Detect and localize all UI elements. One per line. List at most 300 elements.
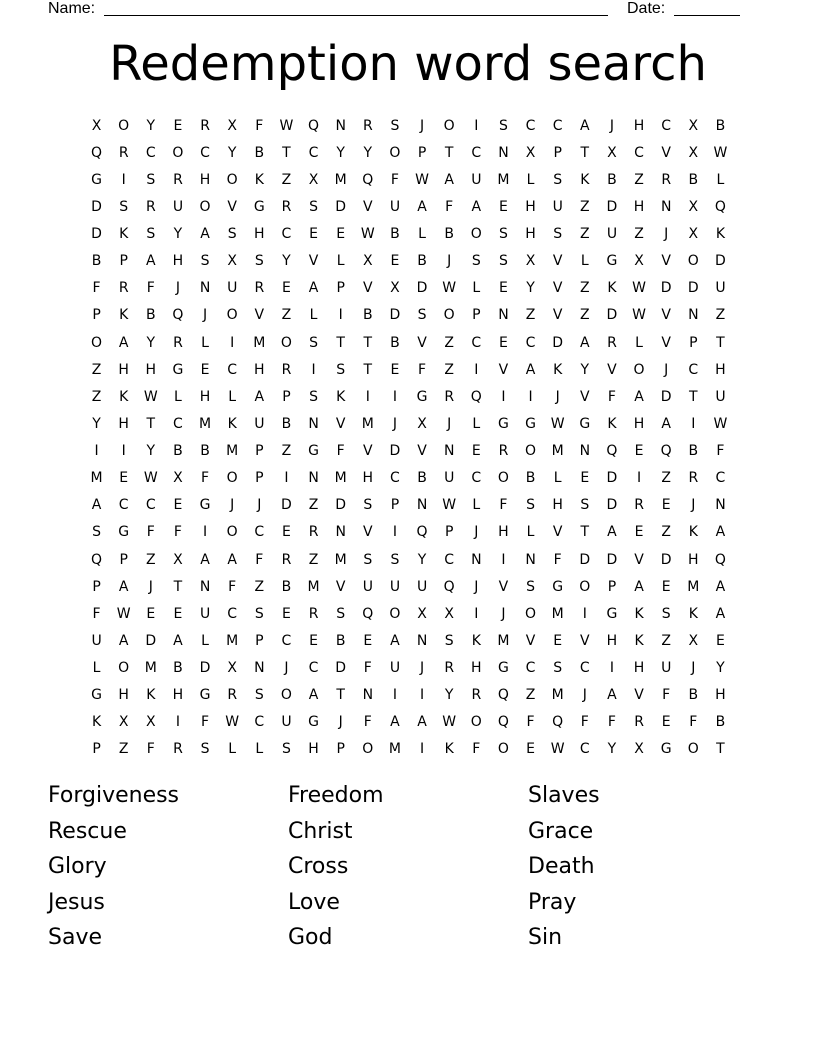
- grid-letter: S: [254, 687, 264, 704]
- grid-letter: J: [664, 226, 669, 243]
- grid-letter: I: [474, 605, 479, 622]
- grid-letter: A: [118, 334, 129, 351]
- grid-letter: B: [173, 443, 183, 460]
- grid-letter: I: [230, 334, 235, 351]
- grid-letter: H: [633, 117, 645, 134]
- grid-letter: F: [580, 714, 589, 731]
- grid-letter: A: [580, 334, 590, 351]
- grid-letter: C: [579, 741, 590, 758]
- grid-letter: X: [525, 144, 536, 161]
- grid-letter: X: [444, 605, 454, 622]
- grid-letter: K: [607, 280, 617, 297]
- grid-letter: T: [716, 334, 725, 351]
- grid-letter: U: [199, 605, 211, 622]
- grid-letter: L: [228, 741, 237, 758]
- grid-letter: S: [336, 361, 346, 378]
- grid-letter: M: [334, 171, 347, 188]
- grid-letter: C: [715, 470, 726, 487]
- grid-letter: D: [91, 226, 102, 243]
- grid-letter: G: [660, 741, 672, 758]
- grid-letter: B: [335, 632, 346, 649]
- grid-letter: P: [119, 253, 128, 270]
- grid-letter: F: [445, 198, 454, 215]
- grid-letter: G: [308, 714, 319, 731]
- grid-letter: R: [444, 388, 455, 405]
- grid-letter: V: [552, 253, 563, 270]
- grid-letter: O: [118, 660, 130, 677]
- grid-letter: C: [688, 361, 699, 378]
- grid-letter: D: [660, 388, 672, 405]
- grid-letter: E: [282, 524, 291, 541]
- grid-letter: K: [634, 605, 644, 622]
- grid-letter: K: [336, 388, 346, 405]
- grid-letter: S: [471, 253, 481, 270]
- grid-letter: E: [390, 253, 400, 270]
- grid-letter: I: [691, 415, 696, 432]
- grid-letter: H: [362, 470, 374, 487]
- grid-letter: L: [336, 253, 345, 270]
- grid-letter: R: [173, 334, 183, 351]
- grid-letter: R: [661, 171, 672, 188]
- grid-letter: L: [228, 388, 237, 405]
- grid-letter: B: [91, 253, 102, 270]
- grid-letter: P: [336, 741, 345, 758]
- word-list-item: Rescue: [48, 818, 127, 844]
- grid-letter: Z: [254, 578, 265, 595]
- grid-letter: R: [281, 551, 292, 568]
- grid-letter: M: [226, 632, 239, 649]
- grid-letter: S: [444, 632, 454, 649]
- grid-letter: I: [311, 361, 316, 378]
- grid-letter: G: [91, 171, 102, 188]
- word-list-item: Pray: [528, 889, 577, 915]
- grid-letter: V: [417, 334, 427, 351]
- grid-letter: E: [661, 497, 671, 514]
- grid-letter: C: [173, 415, 183, 432]
- grid-letter: H: [254, 361, 265, 378]
- grid-letter: P: [282, 388, 291, 405]
- grid-letter: P: [607, 578, 617, 595]
- grid-letter: S: [200, 253, 210, 270]
- grid-letter: F: [173, 524, 182, 541]
- grid-letter: S: [498, 253, 508, 270]
- word-list-item: God: [288, 925, 333, 951]
- grid-letter: Q: [660, 443, 672, 460]
- grid-letter: A: [471, 198, 482, 215]
- grid-letter: V: [661, 253, 671, 270]
- grid-letter: V: [607, 361, 617, 378]
- grid-letter: R: [118, 280, 129, 297]
- grid-letter: V: [363, 280, 373, 297]
- grid-letter: J: [284, 660, 289, 677]
- grid-letter: G: [199, 497, 211, 514]
- grid-letter: L: [553, 470, 562, 487]
- grid-letter: X: [227, 660, 237, 677]
- grid-letter: U: [254, 415, 265, 432]
- grid-letter: W: [415, 171, 429, 188]
- grid-letter: F: [607, 388, 616, 405]
- grid-letter: R: [444, 660, 455, 677]
- grid-letter: G: [199, 687, 211, 704]
- grid-letter: N: [308, 470, 319, 487]
- grid-letter: G: [606, 253, 618, 270]
- word-list-item: Death: [528, 854, 595, 880]
- word-list-item: Cross: [288, 854, 349, 880]
- grid-letter: B: [390, 226, 400, 243]
- grid-letter: T: [689, 388, 698, 405]
- grid-letter: Z: [661, 470, 671, 487]
- grid-letter: R: [607, 334, 617, 351]
- grid-letter: C: [525, 334, 536, 351]
- word-list-item: Save: [48, 925, 103, 951]
- grid-letter: Y: [363, 144, 373, 161]
- grid-letter: X: [118, 714, 129, 731]
- grid-letter: L: [635, 334, 643, 351]
- grid-letter: V: [498, 578, 509, 595]
- grid-letter: N: [416, 497, 428, 514]
- grid-letter: Y: [173, 226, 183, 243]
- grid-letter: O: [172, 144, 184, 161]
- grid-letter: P: [255, 632, 264, 649]
- grid-letter: C: [579, 660, 590, 677]
- grid-letter: W: [279, 117, 294, 134]
- grid-letter: Z: [580, 307, 590, 324]
- grid-letter: O: [226, 470, 238, 487]
- grid-letter: F: [689, 714, 698, 731]
- grid-letter: Z: [715, 307, 726, 324]
- grid-letter: Y: [444, 687, 454, 704]
- grid-letter: O: [226, 524, 238, 541]
- grid-letter: A: [200, 551, 210, 568]
- grid-letter: A: [525, 361, 536, 378]
- grid-letter: A: [200, 226, 210, 243]
- grid-letter: V: [363, 443, 373, 460]
- grid-letter: I: [121, 171, 126, 188]
- grid-letter: Q: [497, 687, 509, 704]
- grid-letter: B: [715, 714, 726, 731]
- grid-letter: O: [362, 741, 374, 758]
- grid-letter: R: [173, 171, 183, 188]
- grid-letter: P: [336, 280, 345, 297]
- grid-letter: U: [91, 632, 102, 649]
- grid-letter: H: [118, 361, 129, 378]
- grid-letter: O: [443, 307, 455, 324]
- grid-letter: H: [172, 687, 184, 704]
- grid-letter: Q: [552, 714, 564, 731]
- grid-letter: X: [363, 253, 373, 270]
- grid-letter: V: [254, 307, 265, 324]
- grid-letter: P: [444, 524, 454, 541]
- grid-letter: R: [281, 198, 292, 215]
- grid-letter: W: [360, 226, 375, 243]
- grid-letter: E: [282, 605, 291, 622]
- grid-letter: D: [91, 198, 102, 215]
- grid-letter: I: [392, 687, 397, 704]
- grid-letter: A: [91, 497, 102, 514]
- grid-letter: L: [526, 171, 535, 188]
- grid-letter: U: [389, 578, 401, 595]
- grid-letter: G: [416, 388, 428, 405]
- grid-letter: M: [226, 443, 239, 460]
- grid-letter: B: [254, 144, 265, 161]
- grid-letter: N: [416, 632, 428, 649]
- grid-letter: J: [175, 280, 180, 297]
- grid-letter: W: [442, 714, 457, 731]
- grid-letter: L: [201, 334, 209, 351]
- grid-letter: K: [580, 171, 590, 188]
- grid-letter: H: [633, 198, 645, 215]
- grid-letter: L: [526, 524, 535, 541]
- grid-letter: V: [661, 334, 671, 351]
- grid-letter: X: [308, 171, 319, 188]
- grid-letter: S: [309, 334, 318, 351]
- grid-letter: K: [688, 605, 698, 622]
- grid-letter: M: [361, 415, 374, 432]
- grid-letter: I: [121, 443, 126, 460]
- grid-letter: D: [389, 307, 401, 324]
- word-list-item: Forgiveness: [48, 783, 180, 808]
- grid-letter: K: [119, 226, 129, 243]
- grid-letter: B: [281, 415, 292, 432]
- grid-letter: U: [389, 660, 401, 677]
- grid-letter: U: [362, 578, 373, 595]
- grid-letter: I: [284, 470, 289, 487]
- grid-letter: X: [688, 226, 699, 243]
- grid-letter: O: [280, 687, 292, 704]
- grid-letter: F: [363, 714, 372, 731]
- grid-letter: E: [716, 632, 725, 649]
- grid-letter: S: [553, 226, 563, 243]
- grid-letter: I: [474, 361, 479, 378]
- grid-letter: W: [713, 144, 728, 161]
- grid-letter: H: [633, 660, 645, 677]
- grid-letter: J: [555, 388, 560, 405]
- grid-letter: C: [281, 226, 292, 243]
- grid-letter: M: [551, 687, 564, 704]
- grid-letter: G: [552, 578, 564, 595]
- grid-letter: Z: [525, 307, 536, 324]
- grid-letter: G: [172, 361, 184, 378]
- grid-letter: X: [173, 470, 183, 487]
- grid-letter: J: [664, 361, 669, 378]
- grid-letter: F: [146, 741, 155, 758]
- grid-letter: K: [688, 524, 698, 541]
- grid-letter: A: [715, 605, 726, 622]
- grid-letter: L: [716, 171, 725, 188]
- grid-letter: E: [363, 632, 373, 649]
- grid-letter: K: [119, 307, 129, 324]
- grid-letter: J: [419, 660, 425, 677]
- grid-letter: Z: [525, 687, 536, 704]
- grid-letter: O: [226, 171, 238, 188]
- grid-letter: N: [715, 497, 726, 514]
- grid-letter: C: [525, 660, 536, 677]
- grid-letter: E: [173, 605, 183, 622]
- grid-letter: N: [199, 280, 211, 297]
- grid-letter: Q: [443, 578, 455, 595]
- grid-letter: S: [390, 551, 400, 568]
- grid-letter: A: [390, 632, 400, 649]
- grid-letter: V: [552, 280, 563, 297]
- grid-letter: D: [335, 660, 347, 677]
- grid-letter: P: [119, 551, 128, 568]
- grid-letter: R: [281, 361, 292, 378]
- grid-letter: D: [660, 551, 672, 568]
- grid-letter: W: [442, 280, 457, 297]
- word-list-item: Sin: [528, 925, 563, 951]
- grid-letter: R: [688, 470, 699, 487]
- grid-letter: D: [715, 253, 726, 270]
- grid-letter: V: [634, 551, 644, 568]
- grid-letter: A: [173, 632, 183, 649]
- grid-letter: F: [228, 578, 237, 595]
- grid-letter: J: [474, 578, 479, 595]
- grid-letter: B: [715, 117, 726, 134]
- grid-letter: A: [634, 388, 644, 405]
- grid-letter: N: [254, 660, 265, 677]
- grid-letter: C: [281, 632, 292, 649]
- grid-letter: E: [499, 280, 508, 297]
- grid-letter: G: [525, 415, 536, 432]
- grid-letter: K: [119, 388, 129, 405]
- grid-letter: K: [91, 714, 102, 731]
- grid-letter: Q: [714, 551, 726, 568]
- grid-letter: G: [579, 415, 591, 432]
- grid-letter: Z: [281, 307, 292, 324]
- grid-letter: W: [225, 714, 240, 731]
- grid-letter: R: [254, 280, 265, 297]
- grid-letter: P: [390, 497, 400, 514]
- grid-letter: V: [363, 198, 373, 215]
- grid-letter: A: [715, 578, 726, 595]
- word-list-item: Freedom: [288, 783, 384, 808]
- word-list-item: Love: [288, 889, 340, 915]
- grid-letter: L: [472, 280, 481, 297]
- grid-letter: M: [551, 443, 564, 460]
- grid-letter: E: [173, 117, 183, 134]
- grid-letter: V: [552, 524, 563, 541]
- grid-letter: U: [227, 280, 238, 297]
- grid-letter: B: [417, 470, 427, 487]
- grid-letter: A: [227, 551, 237, 568]
- grid-letter: M: [199, 415, 212, 432]
- grid-letter: R: [308, 524, 319, 541]
- grid-letter: Z: [580, 226, 590, 243]
- grid-letter: D: [335, 198, 347, 215]
- grid-letter: T: [363, 361, 373, 378]
- grid-letter: H: [606, 632, 618, 649]
- grid-letter: B: [444, 226, 454, 243]
- grid-letter: Q: [497, 714, 509, 731]
- grid-letter: Q: [91, 144, 103, 161]
- grid-letter: U: [389, 198, 401, 215]
- grid-letter: U: [471, 171, 482, 188]
- grid-letter: V: [308, 253, 319, 270]
- grid-letter: J: [148, 578, 153, 595]
- grid-letter: H: [715, 361, 726, 378]
- grid-letter: C: [661, 117, 672, 134]
- grid-letter: X: [227, 253, 237, 270]
- grid-letter: Z: [91, 388, 102, 405]
- grid-letter: O: [199, 198, 211, 215]
- grid-letter: Y: [607, 741, 617, 758]
- grid-letter: F: [363, 660, 372, 677]
- grid-letter: I: [202, 524, 208, 541]
- grid-letter: B: [607, 171, 617, 188]
- grid-letter: S: [553, 171, 563, 188]
- grid-letter: S: [661, 605, 671, 622]
- grid-letter: C: [471, 144, 482, 161]
- grid-letter: S: [363, 497, 373, 514]
- grid-letter: D: [416, 280, 428, 297]
- grid-letter: P: [92, 307, 101, 324]
- grid-letter: D: [660, 280, 672, 297]
- grid-letter: O: [389, 605, 401, 622]
- grid-letter: C: [227, 361, 238, 378]
- grid-letter: E: [526, 741, 535, 758]
- grid-letter: Y: [526, 280, 535, 297]
- grid-letter: P: [255, 470, 264, 487]
- grid-letter: D: [606, 551, 618, 568]
- grid-letter: Z: [118, 741, 129, 758]
- grid-letter: R: [498, 443, 509, 460]
- grid-letter: C: [308, 144, 319, 161]
- grid-letter: B: [525, 470, 536, 487]
- worksheet-header: [48, 0, 748, 20]
- word-list-item: Jesus: [48, 889, 105, 915]
- grid-letter: G: [498, 660, 509, 677]
- grid-letter: D: [145, 632, 157, 649]
- grid-letter: R: [362, 117, 373, 134]
- grid-letter: H: [118, 687, 129, 704]
- grid-letter: U: [606, 226, 618, 243]
- grid-letter: A: [417, 198, 427, 215]
- word-list: [48, 778, 768, 956]
- grid-letter: O: [525, 443, 537, 460]
- grid-letter: T: [716, 741, 725, 758]
- grid-letter: H: [552, 497, 563, 514]
- grid-letter: Z: [444, 361, 454, 378]
- grid-letter: X: [91, 117, 102, 134]
- grid-letter: N: [362, 687, 374, 704]
- grid-letter: V: [227, 198, 237, 215]
- grid-letter: Q: [172, 307, 184, 324]
- grid-letter: T: [580, 524, 590, 541]
- grid-letter: N: [660, 198, 672, 215]
- grid-letter: D: [552, 334, 564, 351]
- grid-letter: E: [282, 280, 291, 297]
- date-label: Date:: [627, 0, 666, 17]
- grid-letter: V: [498, 361, 509, 378]
- grid-letter: I: [582, 605, 587, 622]
- grid-letter: D: [606, 470, 618, 487]
- grid-letter: U: [444, 470, 455, 487]
- grid-letter: S: [498, 117, 508, 134]
- grid-letter: F: [146, 280, 155, 297]
- grid-letter: F: [662, 687, 671, 704]
- grid-letter: Q: [362, 605, 374, 622]
- grid-letter: I: [94, 443, 99, 460]
- grid-letter: Q: [470, 388, 482, 405]
- grid-letter: B: [146, 307, 156, 324]
- grid-letter: W: [143, 388, 158, 405]
- grid-letter: X: [227, 117, 237, 134]
- grid-letter: X: [525, 253, 536, 270]
- grid-letter: I: [365, 388, 370, 405]
- grid-letter: M: [307, 578, 320, 595]
- grid-letter: A: [254, 388, 265, 405]
- grid-letter: Z: [580, 198, 590, 215]
